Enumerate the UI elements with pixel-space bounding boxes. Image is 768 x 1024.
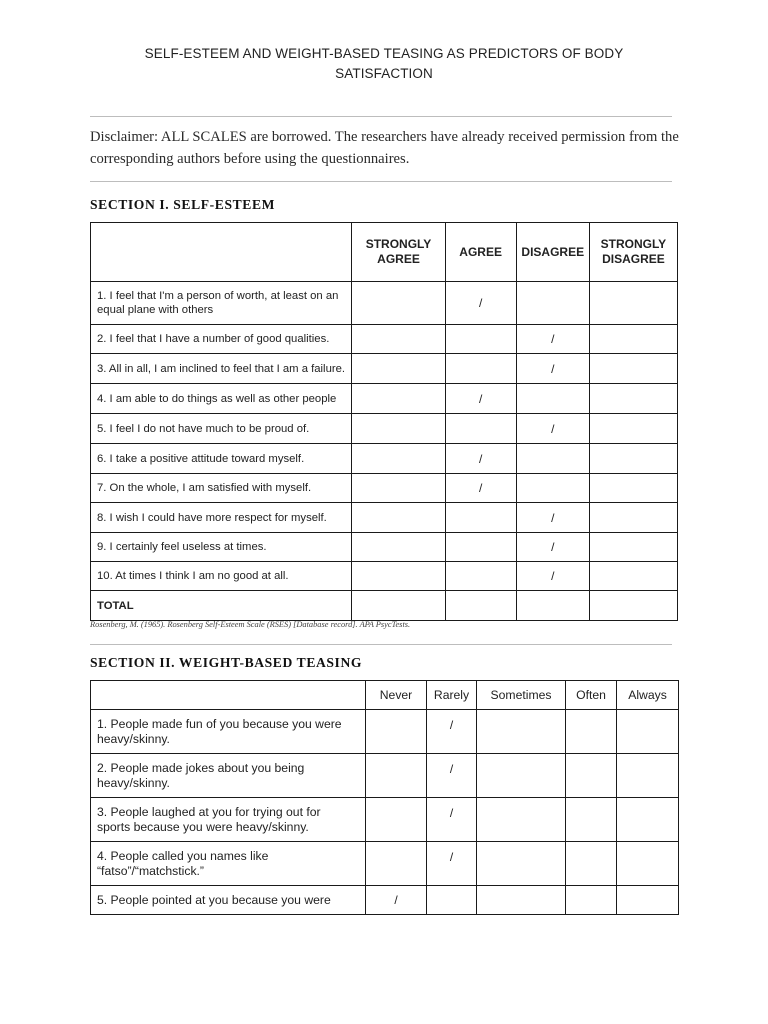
table-row bbox=[91, 384, 678, 414]
response-cell[interactable] bbox=[366, 754, 427, 798]
response-cell[interactable] bbox=[445, 414, 516, 444]
check-mark: / bbox=[478, 451, 483, 466]
response-cell[interactable] bbox=[566, 886, 617, 915]
table-row bbox=[91, 503, 678, 533]
response-cell[interactable] bbox=[589, 444, 677, 474]
response-cell[interactable] bbox=[589, 414, 677, 444]
table-row bbox=[91, 886, 679, 915]
check-mark: / bbox=[449, 718, 454, 732]
question-header bbox=[91, 223, 352, 282]
response-cell[interactable] bbox=[352, 444, 445, 474]
response-cell[interactable] bbox=[477, 754, 566, 798]
section-1-title: SECTION I. SELF-ESTEEM bbox=[90, 197, 276, 212]
check-mark: / bbox=[551, 421, 555, 436]
column-header: Often bbox=[566, 681, 617, 710]
column-header: Sometimes bbox=[477, 681, 566, 710]
response-cell[interactable] bbox=[589, 384, 677, 414]
response-cell[interactable] bbox=[516, 474, 589, 503]
response-cell[interactable] bbox=[617, 886, 679, 915]
response-cell[interactable] bbox=[352, 354, 445, 384]
response-cell[interactable] bbox=[566, 710, 617, 754]
question-text: 5. People pointed at you because you were bbox=[91, 886, 366, 915]
question-text: 4. People called you names like “fatso”/“matchstick.” bbox=[91, 842, 366, 886]
question-text: 1. I feel that I'm a person of worth, at least on an equal plane with others bbox=[91, 282, 352, 325]
table-row bbox=[91, 798, 679, 842]
response-cell[interactable] bbox=[427, 710, 477, 754]
weight-teasing-table bbox=[90, 680, 679, 915]
response-cell[interactable] bbox=[477, 710, 566, 754]
question-text: 2. People made jokes about you being heavy/skinny. bbox=[91, 754, 366, 798]
question-text: 8. I wish I could have more respect for myself. bbox=[91, 503, 352, 533]
disclaimer: Disclaimer: ALL SCALES are borrowed. The researchers have already received permission from the corresponding authors before using the questionnaires. bbox=[90, 129, 679, 167]
column-header: Always bbox=[617, 681, 679, 710]
table-header-row bbox=[91, 681, 679, 710]
response-cell[interactable] bbox=[352, 533, 445, 562]
divider bbox=[90, 644, 672, 645]
table-row bbox=[91, 325, 678, 354]
check-mark: / bbox=[551, 510, 555, 525]
response-cell[interactable] bbox=[352, 384, 445, 414]
total-cell[interactable] bbox=[352, 591, 445, 621]
check-mark: / bbox=[449, 806, 454, 820]
response-cell[interactable] bbox=[352, 562, 445, 591]
response-cell[interactable] bbox=[566, 842, 617, 886]
response-cell[interactable] bbox=[589, 533, 677, 562]
response-cell[interactable] bbox=[617, 754, 679, 798]
check-mark: / bbox=[394, 893, 398, 907]
response-cell[interactable] bbox=[445, 354, 516, 384]
response-cell[interactable] bbox=[445, 282, 516, 325]
response-cell[interactable] bbox=[427, 842, 477, 886]
response-cell[interactable] bbox=[516, 562, 589, 591]
title-line-1: SELF-ESTEEM AND WEIGHT-BASED TEASING AS PREDICTORS OF BODY bbox=[144, 46, 624, 61]
column-header: Rarely bbox=[427, 681, 477, 710]
response-cell[interactable] bbox=[516, 414, 589, 444]
response-cell[interactable] bbox=[516, 444, 589, 474]
table-row bbox=[91, 474, 678, 503]
response-cell[interactable] bbox=[589, 354, 677, 384]
question-text: 3. People laughed at you for trying out for sports because you were heavy/skinny. bbox=[91, 798, 366, 842]
response-cell[interactable] bbox=[445, 474, 516, 503]
response-cell[interactable] bbox=[589, 562, 677, 591]
divider bbox=[90, 181, 672, 182]
response-cell[interactable] bbox=[566, 798, 617, 842]
title-line-2: SATISFACTION bbox=[335, 66, 433, 81]
response-cell[interactable] bbox=[445, 444, 516, 474]
response-cell[interactable] bbox=[589, 503, 677, 533]
response-cell[interactable] bbox=[617, 842, 679, 886]
section-2-title: SECTION II. WEIGHT-BASED TEASING bbox=[90, 655, 363, 670]
check-mark: / bbox=[449, 850, 454, 864]
question-text: 6. I take a positive attitude toward myself. bbox=[91, 444, 352, 474]
check-mark: / bbox=[551, 569, 555, 583]
response-cell[interactable] bbox=[445, 503, 516, 533]
column-header: Never bbox=[366, 681, 427, 710]
table-row bbox=[91, 414, 678, 444]
response-cell[interactable] bbox=[516, 503, 589, 533]
response-cell[interactable] bbox=[477, 842, 566, 886]
response-cell[interactable] bbox=[352, 503, 445, 533]
question-text: 3. All in all, I am inclined to feel that I am a failure. bbox=[91, 354, 352, 384]
response-cell[interactable] bbox=[516, 384, 589, 414]
question-text: 7. On the whole, I am satisfied with myself. bbox=[91, 474, 352, 503]
question-text: 2. I feel that I have a number of good qualities. bbox=[91, 325, 352, 354]
column-header: AGREE bbox=[445, 223, 516, 282]
response-cell[interactable] bbox=[427, 886, 477, 915]
response-cell[interactable] bbox=[352, 414, 445, 444]
total-cell[interactable] bbox=[516, 591, 589, 621]
table-row bbox=[91, 842, 679, 886]
total-cell[interactable] bbox=[589, 591, 677, 621]
check-mark: / bbox=[551, 540, 555, 554]
question-text: 1. People made fun of you because you were heavy/skinny. bbox=[91, 710, 366, 754]
table-row bbox=[91, 444, 678, 474]
table-row bbox=[91, 710, 679, 754]
check-mark: / bbox=[478, 296, 483, 310]
response-cell[interactable] bbox=[366, 842, 427, 886]
response-cell[interactable] bbox=[366, 710, 427, 754]
column-header: STRONGLY DISAGREE bbox=[589, 223, 677, 282]
table-row bbox=[91, 354, 678, 384]
response-cell[interactable] bbox=[477, 886, 566, 915]
check-mark: / bbox=[551, 361, 555, 376]
check-mark: / bbox=[551, 332, 555, 346]
response-cell[interactable] bbox=[366, 798, 427, 842]
response-cell[interactable] bbox=[516, 354, 589, 384]
table-row bbox=[91, 282, 678, 325]
total-label: TOTAL bbox=[91, 591, 352, 621]
response-cell[interactable] bbox=[617, 710, 679, 754]
total-cell[interactable] bbox=[445, 591, 516, 621]
table-row bbox=[91, 562, 678, 591]
response-cell[interactable] bbox=[427, 754, 477, 798]
question-text: 9. I certainly feel useless at times. bbox=[91, 533, 352, 562]
question-header bbox=[91, 681, 366, 710]
response-cell[interactable] bbox=[445, 533, 516, 562]
check-mark: / bbox=[478, 481, 483, 495]
check-mark: / bbox=[478, 391, 483, 406]
response-cell[interactable] bbox=[516, 325, 589, 354]
question-text: 4. I am able to do things as well as other people bbox=[91, 384, 352, 414]
response-cell[interactable] bbox=[352, 282, 445, 325]
response-cell[interactable] bbox=[617, 798, 679, 842]
response-cell[interactable] bbox=[589, 325, 677, 354]
response-cell[interactable] bbox=[477, 798, 566, 842]
table-row bbox=[91, 533, 678, 562]
response-cell[interactable] bbox=[566, 754, 617, 798]
document-title bbox=[90, 44, 678, 84]
response-cell[interactable] bbox=[352, 325, 445, 354]
response-cell[interactable] bbox=[445, 325, 516, 354]
column-header: STRONGLY AGREE bbox=[352, 223, 445, 282]
response-cell[interactable] bbox=[589, 474, 677, 503]
total-row bbox=[91, 591, 678, 621]
citation: Rosenberg, M. (1965). Rosenberg Self-Esteem Scale (RSES) [Database record]. APA PsycTests. bbox=[90, 620, 411, 629]
response-cell[interactable] bbox=[445, 384, 516, 414]
response-cell[interactable] bbox=[589, 282, 677, 325]
response-cell[interactable] bbox=[366, 886, 427, 915]
response-cell[interactable] bbox=[427, 798, 477, 842]
table-header-row bbox=[91, 223, 678, 282]
check-mark: / bbox=[449, 762, 454, 776]
question-text: 10. At times I think I am no good at all. bbox=[91, 562, 352, 591]
divider bbox=[90, 116, 672, 117]
column-header: DISAGREE bbox=[516, 223, 589, 282]
response-cell[interactable] bbox=[352, 474, 445, 503]
response-cell[interactable] bbox=[516, 282, 589, 325]
response-cell[interactable] bbox=[516, 533, 589, 562]
response-cell[interactable] bbox=[445, 562, 516, 591]
self-esteem-table bbox=[90, 222, 678, 621]
table-row bbox=[91, 754, 679, 798]
question-text: 5. I feel I do not have much to be proud of. bbox=[91, 414, 352, 444]
